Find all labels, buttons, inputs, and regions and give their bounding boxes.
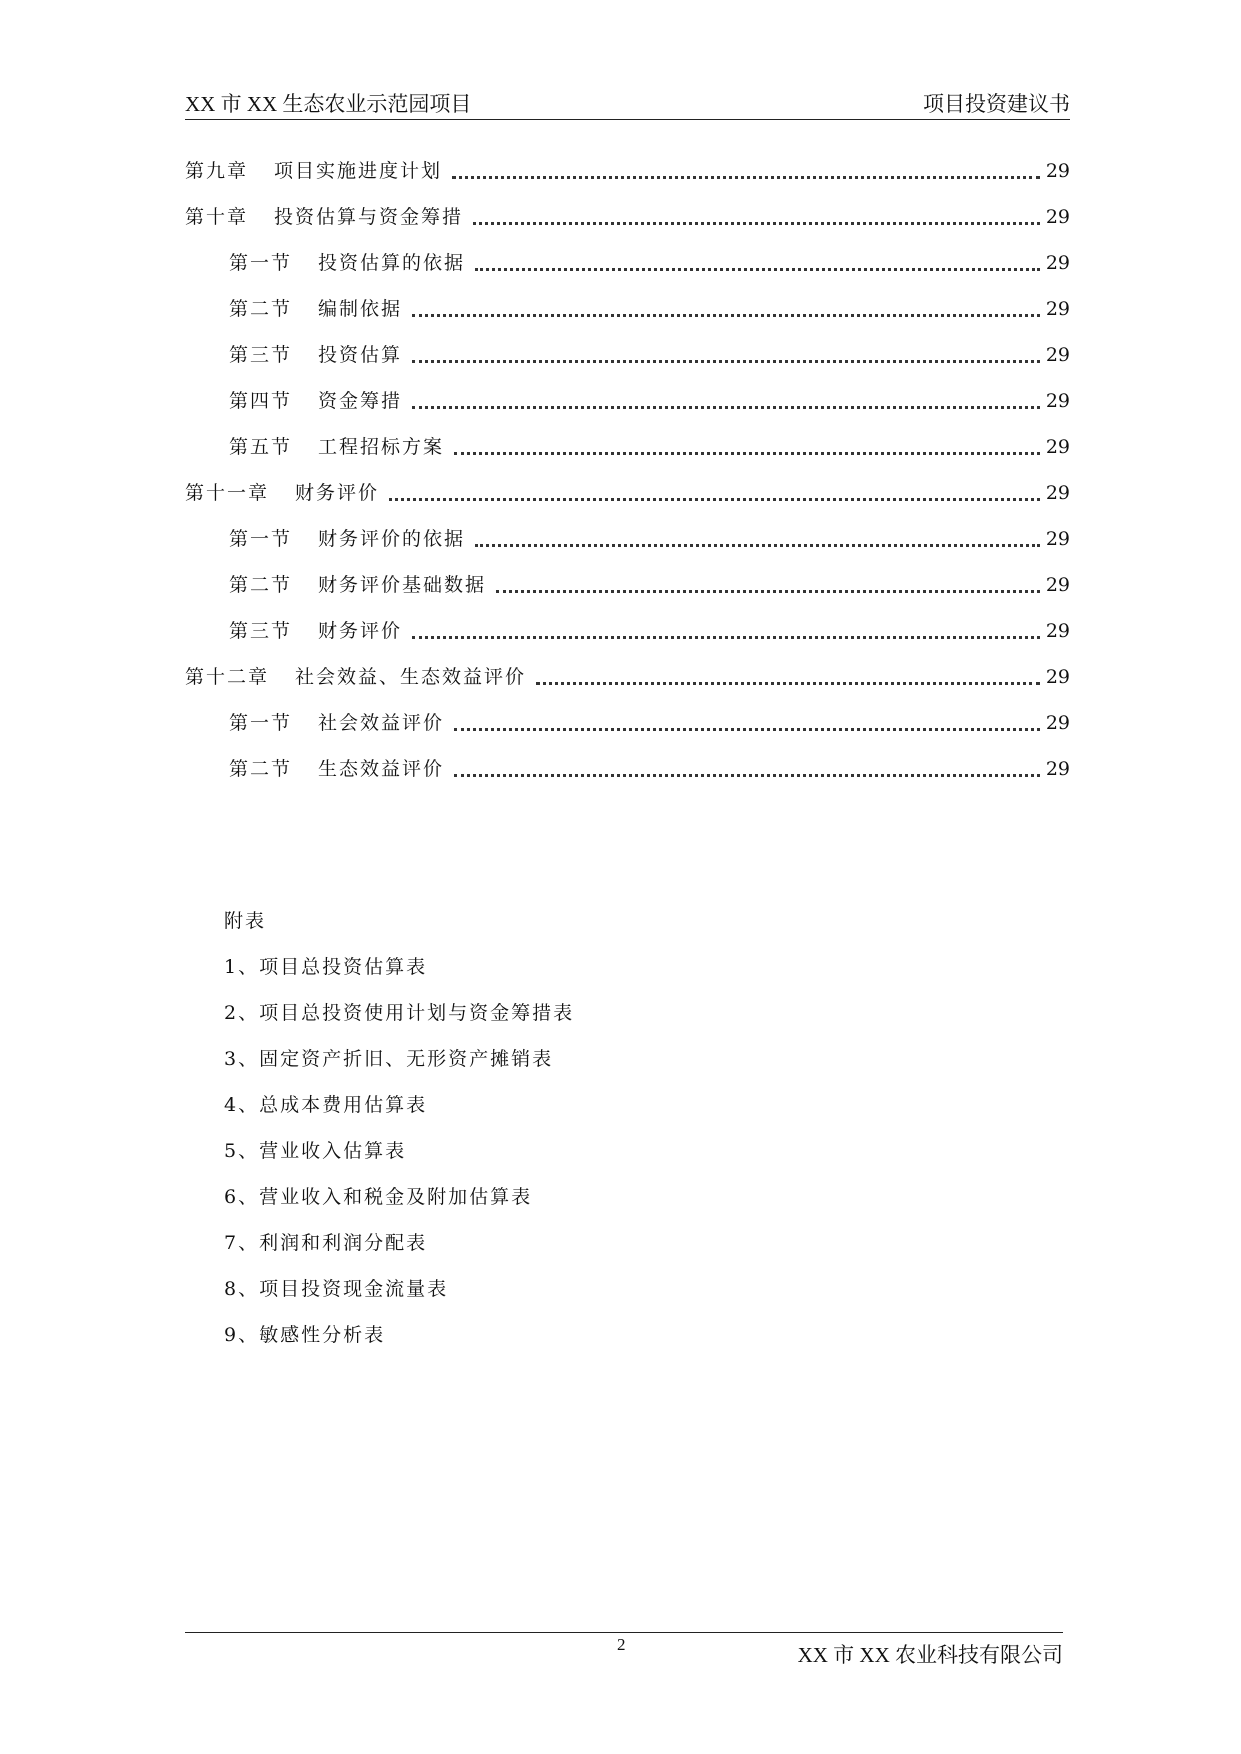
toc-section-row [185, 526, 1070, 572]
toc-dot-leader [412, 386, 1040, 409]
toc-page-number: 29 [1045, 160, 1070, 182]
toc-page-number: 29 [1045, 252, 1070, 274]
toc-entry-number: 第九章 [185, 160, 249, 182]
toc-dot-leader [475, 524, 1040, 547]
toc-section-row [185, 618, 1070, 664]
toc-dot-leader [475, 248, 1040, 271]
toc-entry-number: 第十章 [185, 206, 249, 228]
toc-dot-leader [496, 570, 1040, 593]
toc-entry-title: 编制依据 [318, 298, 403, 320]
toc-section-row [185, 434, 1070, 480]
header-rule [185, 119, 1070, 120]
appendix-item: 9、敏感性分析表 [224, 1324, 386, 1346]
toc-dot-leader [454, 432, 1040, 455]
appendix-item: 6、营业收入和税金及附加估算表 [224, 1186, 533, 1208]
toc-entry-number: 第十一章 [185, 482, 270, 504]
toc-entry-number: 第一节 [229, 712, 293, 734]
appendix-item: 1、项目总投资估算表 [224, 956, 428, 978]
toc-entry-number: 第十二章 [185, 666, 270, 688]
toc-entry-title: 资金筹措 [318, 390, 403, 412]
toc-entry-number: 第三节 [229, 620, 293, 642]
toc-chapter-row [185, 480, 1070, 526]
toc-entry-number: 第三节 [229, 344, 293, 366]
toc-entry-title: 投资估算的依据 [318, 252, 466, 274]
toc-section-row [185, 250, 1070, 296]
toc-page-number: 29 [1045, 298, 1070, 320]
footer-rule [185, 1632, 1063, 1633]
toc-dot-leader [389, 478, 1040, 501]
appendix-item: 8、项目投资现金流量表 [224, 1278, 449, 1300]
footer-company-name: XX 市 XX 农业科技有限公司 [797, 1643, 1063, 1667]
toc-entry-title: 社会效益、生态效益评价 [295, 666, 527, 688]
toc-dot-leader [412, 340, 1040, 363]
toc-section-row [185, 710, 1070, 756]
appendix-item: 3、固定资产折旧、无形资产摊销表 [224, 1048, 554, 1070]
header-project-title: XX 市 XX 生态农业示范园项目 [185, 92, 472, 116]
appendix-item: 4、总成本费用估算表 [224, 1094, 428, 1116]
appendix-item: 5、营业收入估算表 [224, 1140, 407, 1162]
toc-entry-title: 财务评价 [318, 620, 403, 642]
footer-page-number: 2 [617, 1635, 626, 1654]
toc-page-number: 29 [1045, 482, 1070, 504]
toc-page-number: 29 [1045, 712, 1070, 734]
toc-chapter-row [185, 158, 1070, 204]
appendix-title: 附表 [224, 910, 267, 932]
toc-dot-leader [412, 294, 1040, 317]
toc-entry-number: 第二节 [229, 298, 293, 320]
toc-dot-leader [452, 156, 1040, 179]
toc-section-row [185, 342, 1070, 388]
toc-entry-number: 第四节 [229, 390, 293, 412]
toc-page-number: 29 [1045, 574, 1070, 596]
toc-section-row [185, 572, 1070, 618]
toc-chapter-row [185, 204, 1070, 250]
toc-entry-title: 项目实施进度计划 [274, 160, 443, 182]
toc-entry-title: 投资估算 [318, 344, 403, 366]
toc-page-number: 29 [1045, 390, 1070, 412]
toc-page-number: 29 [1045, 436, 1070, 458]
toc-section-row [185, 296, 1070, 342]
toc-entry-number: 第二节 [229, 574, 293, 596]
appendix-item: 2、项目总投资使用计划与资金筹措表 [224, 1002, 575, 1024]
header-document-type: 项目投资建议书 [923, 92, 1070, 116]
toc-entry-number: 第二节 [229, 758, 293, 780]
toc-page-number: 29 [1045, 206, 1070, 228]
appendix-item: 7、利润和利润分配表 [224, 1232, 428, 1254]
toc-chapter-row [185, 664, 1070, 710]
toc-entry-number: 第一节 [229, 252, 293, 274]
toc-dot-leader [454, 708, 1040, 731]
toc-entry-title: 社会效益评价 [318, 712, 445, 734]
toc-section-row [185, 388, 1070, 434]
toc-entry-title: 工程招标方案 [318, 436, 445, 458]
toc-page-number: 29 [1045, 344, 1070, 366]
toc-dot-leader [536, 662, 1040, 685]
toc-entry-title: 生态效益评价 [318, 758, 445, 780]
toc-entry-number: 第五节 [229, 436, 293, 458]
toc-entry-number: 第一节 [229, 528, 293, 550]
appendix-list [224, 908, 574, 1368]
toc-entry-title: 财务评价 [295, 482, 380, 504]
page-header [185, 88, 1070, 120]
toc-page-number: 29 [1045, 620, 1070, 642]
toc-page-number: 29 [1045, 758, 1070, 780]
table-of-contents [185, 158, 1070, 802]
toc-dot-leader [473, 202, 1040, 225]
toc-page-number: 29 [1045, 528, 1070, 550]
toc-dot-leader [454, 754, 1040, 777]
toc-entry-title: 财务评价基础数据 [318, 574, 487, 596]
toc-dot-leader [412, 616, 1040, 639]
toc-entry-title: 财务评价的依据 [318, 528, 466, 550]
toc-section-row [185, 756, 1070, 802]
toc-entry-title: 投资估算与资金筹措 [274, 206, 464, 228]
toc-page-number: 29 [1045, 666, 1070, 688]
